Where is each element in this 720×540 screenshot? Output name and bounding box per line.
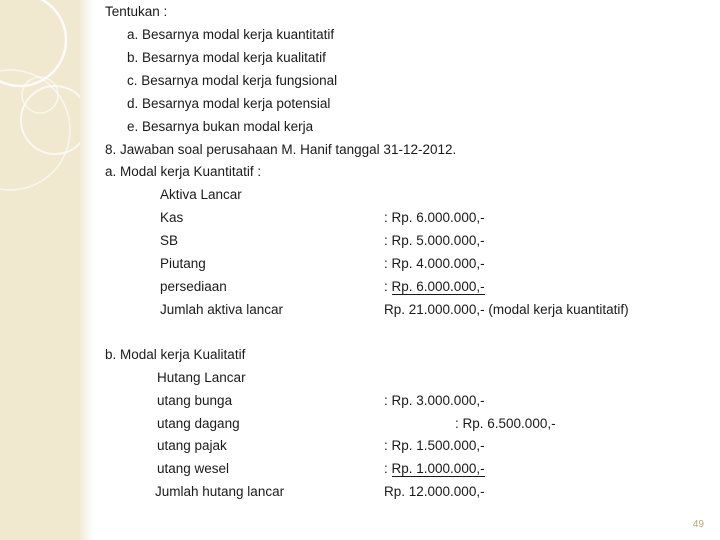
item-value: : Rp. 6.000.000,- [384,210,485,225]
item-value: : Rp. 1.000.000,- [384,461,485,476]
item-label: utang bunga [157,393,233,408]
item-label: utang wesel [157,461,230,476]
option-e: e. Besarnya bukan modal kerja [127,119,314,134]
item-label: SB [160,233,179,248]
total-value: Rp. 21.000.000,- (modal kerja kuantitatif) [384,302,629,317]
item-label: utang dagang [157,416,240,431]
option-b: b. Besarnya modal kerja kualitatif [127,50,326,65]
item-value: : Rp. 1.500.000,- [384,438,485,453]
item-value: : Rp. 4.000.000,- [384,256,485,271]
total-label: Jumlah aktiva lancar [160,302,284,317]
item-value: : Rp. 6.500.000,- [455,416,556,431]
option-a: a. Besarnya modal kerja kuantitatif [127,27,335,42]
option-d: d. Besarnya modal kerja potensial [127,96,331,111]
circle-ornament-icon [0,0,80,540]
underlined-value: Rp. 6.000.000,- [391,279,485,294]
sidebar-shadow [80,0,94,540]
question-intro: Tentukan : [105,4,168,19]
decorative-sidebar [0,0,80,540]
item-label: Kas [160,210,184,225]
item-value: : Rp. 3.000.000,- [384,393,485,408]
option-c: c. Besarnya modal kerja fungsional [127,73,338,88]
item-value: : Rp. 6.000.000,- [384,279,485,294]
current-liabilities-label: Hutang Lancar [157,370,246,385]
item-label: persediaan [160,279,227,294]
qualitative-heading: b. Modal kerja Kualitatif [105,347,246,362]
item-label: Piutang [160,256,206,271]
underlined-value: Rp. 1.000.000,- [391,461,485,476]
item-value: : Rp. 5.000.000,- [384,233,485,248]
answer-heading: 8. Jawaban soal perusahaan M. Hanif tanggal 31-12-2012. [105,142,457,157]
item-label: utang pajak [157,438,227,453]
current-assets-label: Aktiva Lancar [160,187,242,202]
quantitative-heading: a. Modal kerja Kuantitatif : [105,164,262,179]
total-value: Rp. 12.000.000,- [384,484,485,499]
total-label: Jumlah hutang lancar [155,484,285,499]
page-number: 49 [692,519,704,530]
